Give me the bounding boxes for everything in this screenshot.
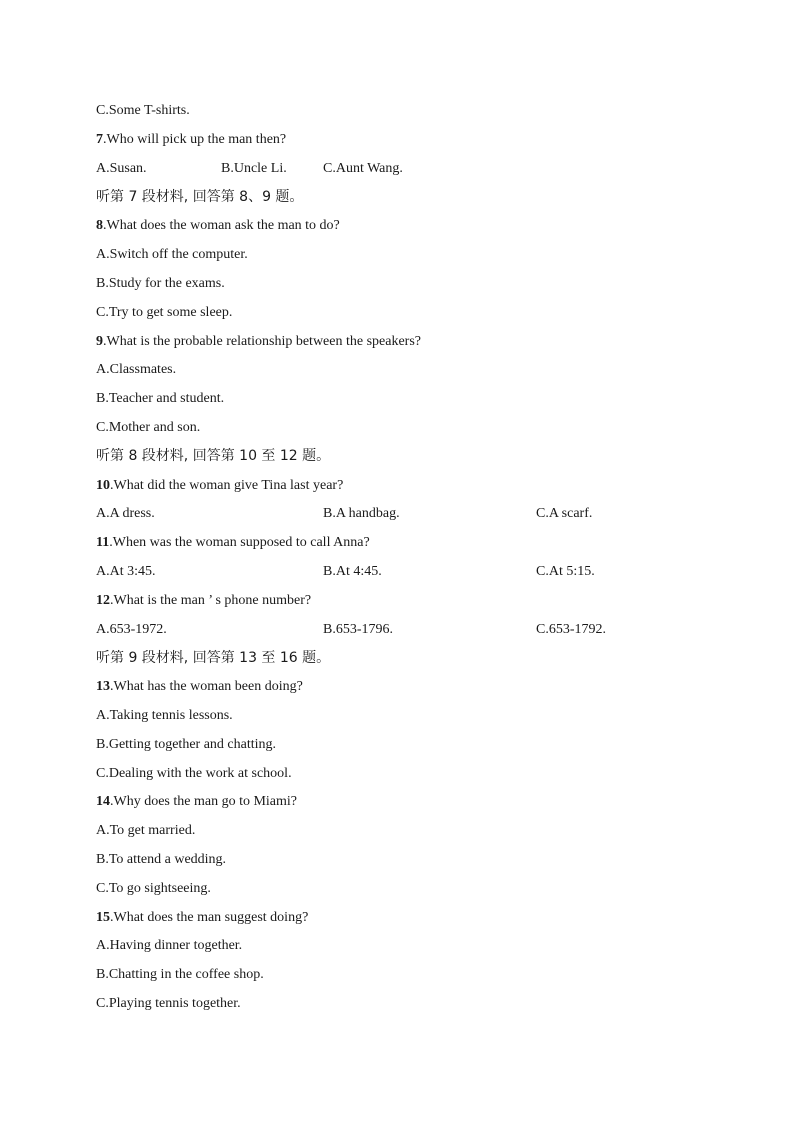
q12-option-c: C.653-1792. <box>536 622 606 637</box>
question-number: 9 <box>96 334 103 349</box>
q14-option-b: B.To attend a wedding. <box>96 852 227 867</box>
question-9 <box>96 333 421 351</box>
question-number: 11 <box>96 535 110 550</box>
question-number: 12 <box>96 593 110 608</box>
q13-option-b: B.Getting together and chatting. <box>96 737 277 752</box>
section-heading-9: 听第 9 段材料, 回答第 13 至 16 题。 <box>96 650 331 666</box>
q6-option-c: C.Some T-shirts. <box>96 103 190 118</box>
q14-option-c: C.To go sightseeing. <box>96 881 211 896</box>
q10-option-a: A.A dress. <box>96 506 155 521</box>
q7-option-a: A.Susan. <box>96 161 147 176</box>
question-7 <box>96 131 286 149</box>
question-text: .When was the woman supposed to call Anna? <box>109 535 370 550</box>
question-number: 10 <box>96 478 110 493</box>
question-number: 7 <box>96 132 103 147</box>
question-12 <box>96 592 311 610</box>
question-15 <box>96 909 308 927</box>
q8-option-a: A.Switch off the computer. <box>96 247 248 262</box>
question-text: .What does the woman ask the man to do? <box>103 218 340 233</box>
question-text: .What does the man suggest doing? <box>110 910 309 925</box>
question-text: .What is the probable relationship between the speakers? <box>103 334 421 349</box>
q13-option-c: C.Dealing with the work at school. <box>96 766 292 781</box>
q9-option-a: A.Classmates. <box>96 362 177 377</box>
question-number: 8 <box>96 218 103 233</box>
q9-option-b: B.Teacher and student. <box>96 391 225 406</box>
q11-option-c: C.At 5:15. <box>536 564 595 579</box>
question-text: .What has the woman been doing? <box>110 679 303 694</box>
q12-option-b: B.653-1796. <box>323 622 393 637</box>
question-text: .What is the man ’ s phone number? <box>110 593 312 608</box>
section-heading-7: 听第 7 段材料, 回答第 8、9 题。 <box>96 189 304 205</box>
q8-option-c: C.Try to get some sleep. <box>96 305 233 320</box>
q15-option-c: C.Playing tennis together. <box>96 996 241 1011</box>
q12-option-a: A.653-1972. <box>96 622 167 637</box>
q9-option-c: C.Mother and son. <box>96 420 201 435</box>
question-11 <box>96 534 370 552</box>
q7-option-b: B.Uncle Li. <box>221 161 287 176</box>
question-number: 14 <box>96 794 110 809</box>
section-heading-8: 听第 8 段材料, 回答第 10 至 12 题。 <box>96 448 331 464</box>
question-10 <box>96 477 343 495</box>
question-number: 13 <box>96 679 110 694</box>
question-text: .What did the woman give Tina last year? <box>110 478 344 493</box>
q13-option-a: A.Taking tennis lessons. <box>96 708 233 723</box>
question-text: .Why does the man go to Miami? <box>110 794 298 809</box>
q10-option-c: C.A scarf. <box>536 506 593 521</box>
question-8 <box>96 217 340 235</box>
q7-option-c: C.Aunt Wang. <box>323 161 403 176</box>
q8-option-b: B.Study for the exams. <box>96 276 225 291</box>
q15-option-b: B.Chatting in the coffee shop. <box>96 967 264 982</box>
question-14 <box>96 793 297 811</box>
q10-option-b: B.A handbag. <box>323 506 400 521</box>
question-13 <box>96 678 303 696</box>
question-number: 15 <box>96 910 110 925</box>
q11-option-a: A.At 3:45. <box>96 564 156 579</box>
q14-option-a: A.To get married. <box>96 823 196 838</box>
question-text: .Who will pick up the man then? <box>103 132 287 147</box>
q15-option-a: A.Having dinner together. <box>96 938 243 953</box>
q11-option-b: B.At 4:45. <box>323 564 382 579</box>
